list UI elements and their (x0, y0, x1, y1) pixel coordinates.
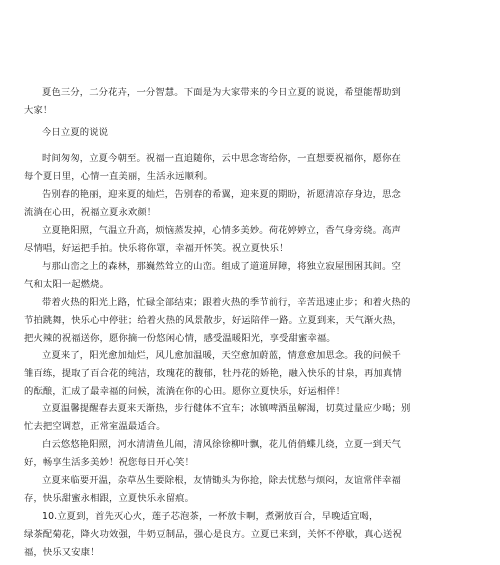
paragraph-10 (24, 508, 484, 562)
text-line: 时间匆匆，立夏今朝至。祝福一直追随你，云中思念寄给你，一直想要祝福你，愿你在 (42, 153, 401, 164)
paragraph-3 (24, 222, 484, 258)
text-line: 尽情唱，好运把手拍。快乐将你罩，幸福开怀笑。祝立夏快乐！ (24, 243, 289, 254)
text-line: 流淌在心田，祝福立夏永欢颜！ (24, 207, 157, 218)
text-line: 雏百练，提取了百合花的纯洁，玫瑰花的馥郁，牡丹花的娇艳，融入快乐的甘泉，再加真情 (24, 368, 402, 379)
text-line: 把火辣的祝福送你，愿你摘一份悠闲心情，感受温暖阳光，享受甜蜜幸福。 (24, 333, 336, 344)
text-line: 立夏艳阳照，气温立升高，烦恼蒸发掉，心情多美妙。荷花婷婷立，香气身旁绕。高声 (42, 225, 401, 236)
paragraph-9 (24, 472, 484, 508)
text-line: 大家！ (24, 105, 53, 116)
section-heading (24, 124, 484, 142)
text-line: 绿茶配菊花，降火功效强，牛奶豆制品，强心是良方。立夏已来到，关怀不停歇，真心送祝 (24, 529, 402, 540)
text-line: 白云悠悠艳阳照，河水清清鱼儿闹，清风徐徐柳叶飘，花儿俏俏蝶儿绕，立夏一到天气 (42, 439, 401, 450)
paragraph-5 (24, 294, 484, 348)
text-line: 每个夏日里，心情一直美丽，生活永远顺利。 (24, 171, 213, 182)
heading-text: 今日立夏的说说 (42, 127, 109, 138)
paragraph-4 (24, 258, 484, 294)
text-line: 存，快乐甜蜜永相跟，立夏快乐永留痕。 (24, 493, 195, 504)
text-line: 立夏温馨提醒春去夏来天渐热，步行健体不宜车；冰镇啤酒虽解渴，切莫过量应少喝；别 (42, 403, 411, 414)
text-line: 节拍跳舞，快乐心中停驻；给着火热的风景散步，好运陪伴一路。立夏到来，天气渐火热， (24, 315, 402, 326)
paragraph-2 (24, 186, 484, 222)
text-line: 福，快乐又安康！ (24, 547, 100, 558)
text-line: 夏色三分，二分花卉，一分智慧。下面是为大家带来的今日立夏的说说，希望能帮助到 (42, 87, 401, 98)
text-line: 立夏来临要开温，杂草丛生要除根，友情锄头为你抢，除去忧愁与烦闷，友谊常伴幸福 (42, 475, 401, 486)
text-line: 与那山峦之上的森林，那巍然耸立的山峦。组成了道道屏障，将独立寂屋围困其间。空 (42, 261, 401, 272)
text-line: 10.立夏到，首先灭心火，莲子芯泡茶，一杯放卡啊，煮粥放百合，早晚适宜喝， (42, 511, 379, 522)
text-line: 带着火热的阳光上路，忙碌全部结束；跟着火热的季节前行，辛苦迅速止步；和着火热的 (42, 297, 411, 308)
text-line: 立夏来了，阳光愈加灿烂，风儿愈加温暖，天空愈加蔚蓝，情意愈加思念。我的问候千 (42, 350, 401, 361)
text-line: 忙去把空调惹，正常室温最适合。 (24, 421, 166, 432)
paragraph-8 (24, 436, 484, 472)
text-line: 告别春的艳丽，迎来夏的灿烂，告别春的希翼，迎来夏的期盼，祈愿清凉存身边，思念 (42, 189, 401, 200)
paragraph-1 (24, 150, 484, 186)
text-line: 好，畅享生活多美妙！祝您每日开心笑！ (24, 457, 195, 468)
paragraph-7 (24, 400, 484, 436)
text-line: 气和太阳一起燃烧。 (24, 279, 110, 290)
paragraph-6 (24, 347, 484, 401)
intro-paragraph (24, 84, 484, 120)
text-line: 的酝酿，汇成了最幸福的问候，流淌在你的心田。愿你立夏快乐，好运相伴！ (24, 386, 346, 397)
